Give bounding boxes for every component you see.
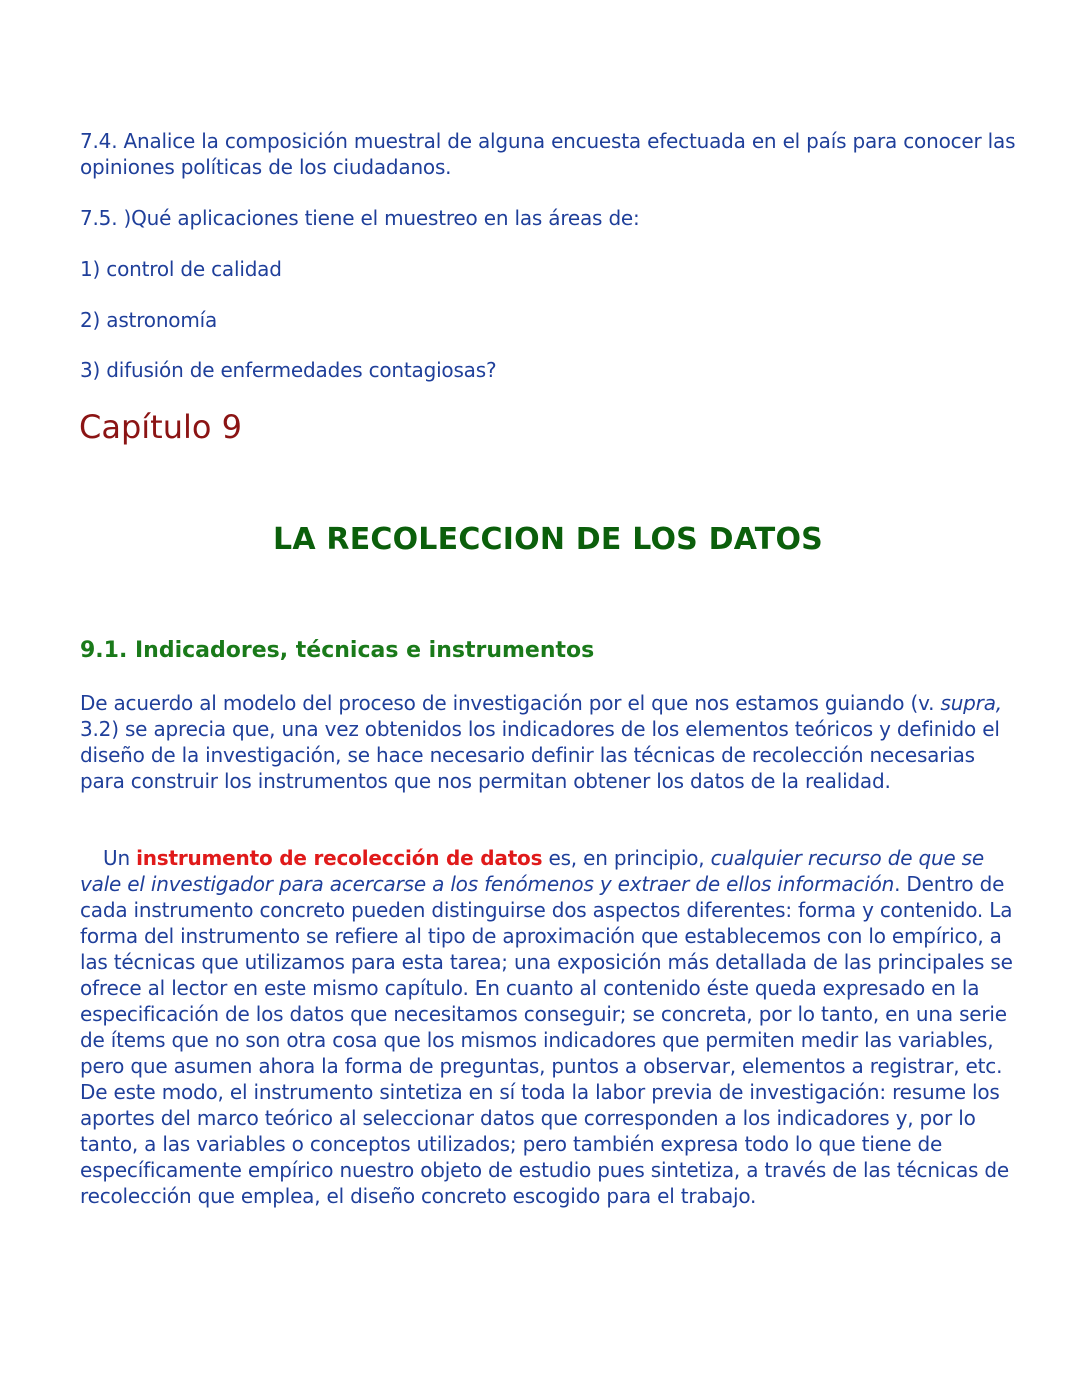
exercise-item-1: 1) control de calidad	[80, 257, 282, 281]
exercise-item-3: 3) difusión de enfermedades contagiosas?	[80, 358, 497, 382]
paragraph-2	[80, 845, 1020, 1209]
chapter-title: LA RECOLECCION DE LOS DATOS	[273, 522, 823, 557]
paragraph-2-mid: es, en principio,	[542, 846, 711, 870]
paragraph-2-highlight: instrumento de recolección de datos	[136, 846, 543, 870]
exercise-7-4: 7.4. Analice la composición muestral de alguna encuesta efectuada en el país para conocer las opiniones políticas de los ciudadanos.	[80, 129, 1016, 179]
paragraph-1-italic: supra,	[940, 691, 1002, 715]
chapter-label: Capítulo 9	[79, 408, 242, 446]
section-heading: 9.1. Indicadores, técnicas e instrumentos	[80, 638, 595, 663]
exercise-7-5: 7.5. )Qué aplicaciones tiene el muestreo en las áreas de:	[80, 206, 640, 230]
exercise-item-2: 2) astronomía	[80, 308, 218, 332]
paragraph-2-lead: Un	[103, 846, 137, 870]
paragraph-1-part-a: De acuerdo al modelo del proceso de investigación por el que nos estamos guiando (v.	[80, 691, 941, 715]
paragraph-2-rest: . Dentro de cada instrumento concreto pueden distinguirse dos aspectos diferentes: forma y contenido. La forma del instrumento se refiere al tipo de aproximación que establecemos con lo empírico, a las técnicas que utilizamos para esta tarea; una exposición más detallada de las principales se ofrece al lector en este mismo capítulo. En cuanto al contenido éste queda expresado en la especificación de los datos que necesitamos conseguir; se concreta, por lo tanto, en una serie de ítems que no son otra cosa que los mismos indicadores que permiten medir las variables, pero que asumen ahora la forma de preguntas, puntos a observar, elementos a registrar, etc. De este modo, el instrumento sintetiza en sí toda la labor previa de investigación: resume los aportes del marco teórico al seleccionar datos que corresponden a los indicadores y, por lo tanto, a las variables o conceptos utilizados; pero también expresa todo lo que tiene de específicamente empírico nuestro objeto de estudio pues sintetiza, a través de las técnicas de recolección que emplea, el diseño concreto escogido para el trabajo.	[80, 872, 1013, 1208]
paragraph-2-italic: cualquier recurso de que se vale el investigador para acercarse a los fenómenos y extraer de ellos información	[80, 846, 985, 896]
paragraph-1	[80, 690, 1020, 794]
paragraph-1-part-b: 3.2) se aprecia que, una vez obtenidos los indicadores de los elementos teóricos y definido el diseño de la investigación, se hace necesario definir las técnicas de recolección necesarias para construir los instrumentos que nos permitan obtener los datos de la realidad.	[80, 717, 1000, 793]
